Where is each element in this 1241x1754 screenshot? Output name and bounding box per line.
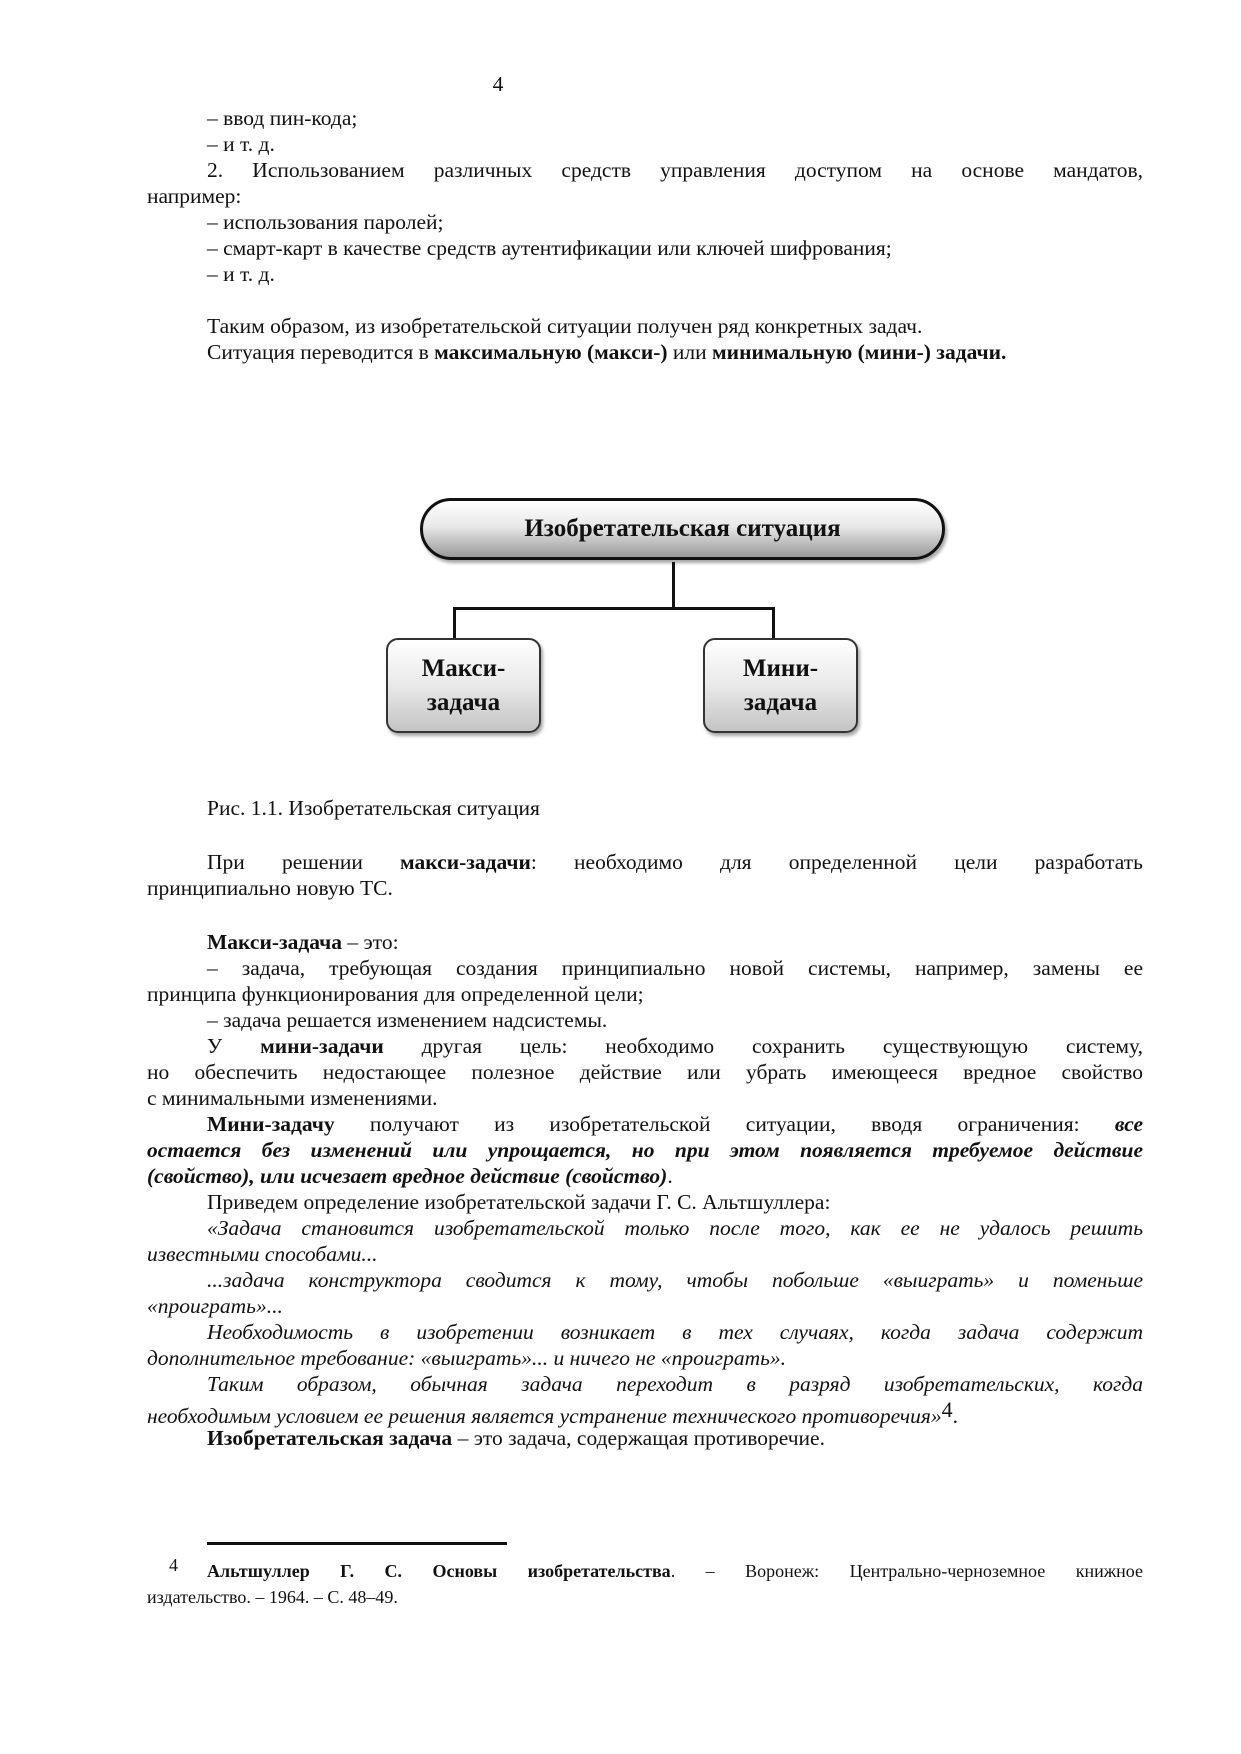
list-item: – ввод пин-кода; xyxy=(207,106,358,130)
italic-text: Необходимость в изобретении возникает в тех случаях, когда задача содержит xyxy=(207,1320,1143,1344)
paragraph-cont: например: xyxy=(147,184,242,208)
bold-italic-text: остается без изменений или упрощается, но при этом появляется требуемое действие xyxy=(147,1138,1143,1162)
paragraph xyxy=(147,338,1143,366)
italic-text: ...задача конструктора сводится к тому, чтобы побольше «выиграть» и поменьше xyxy=(207,1268,1143,1292)
paragraph-cont xyxy=(147,1136,1143,1164)
connector-line xyxy=(453,607,456,639)
list-item: – и т. д. xyxy=(207,262,275,286)
paragraph-cont xyxy=(147,1162,1143,1190)
footnote-cont: издательство. – 1964. – С. 48–49. xyxy=(147,1587,398,1607)
node-label: задача xyxy=(743,688,818,716)
italic-text: дополнительное требование: «выиграть»... и ничего не «проиграть». xyxy=(147,1346,787,1370)
paragraph-cont: но обеспечить недостающее полезное действие или убрать имеющееся вредное свойство xyxy=(147,1060,1143,1084)
text: . xyxy=(952,1404,959,1428)
node-label: Макси- xyxy=(421,654,506,682)
paragraph xyxy=(147,1110,1143,1138)
bold-term: Мини-задачу xyxy=(207,1112,335,1136)
footnote-citation-bold: Альтшуллер Г. С. Основы изобретательства xyxy=(207,1561,671,1581)
quote-line xyxy=(147,1292,1143,1320)
italic-text: Таким образом, обычная задача переходит в разряд изобретательских, когда xyxy=(207,1372,1143,1396)
figure-caption: Рис. 1.1. Изобретательская ситуация xyxy=(207,796,540,820)
bold-term: минимальную (мини-) задачи. xyxy=(712,340,1007,364)
connector-line xyxy=(453,607,774,610)
list-item-cont: принципа функционирования для определенной цели; xyxy=(147,982,644,1006)
definition-heading xyxy=(147,928,1143,956)
italic-text: «проиграть»... xyxy=(147,1294,283,1318)
paragraph: Приведем определение изобретательской задачи Г. С. Альтшуллера: xyxy=(207,1190,831,1214)
bold-term: мини-задачи xyxy=(260,1034,384,1058)
page-number: 4 xyxy=(492,72,504,96)
list-item: – и т. д. xyxy=(207,132,275,156)
text: – это задача, содержащая противоречие. xyxy=(452,1426,825,1450)
footnote-number: 4 xyxy=(169,1555,178,1575)
list-item: – использования паролей; xyxy=(207,210,444,234)
text: Ситуация переводится в xyxy=(207,340,435,364)
figure-diagram xyxy=(410,490,970,740)
text: получают из изобретательской ситуации, вводя ограничения: xyxy=(334,1112,1115,1136)
footnote-reference[interactable]: 4 xyxy=(941,1397,953,1422)
diagram-node-situation: Изобретательская ситуация xyxy=(420,498,945,560)
bold-term: Изобретательская задача xyxy=(207,1426,453,1450)
paragraph-cont: принципиально новую ТС. xyxy=(147,876,393,900)
paragraph-cont: с минимальными изменениями. xyxy=(147,1086,438,1110)
text: . xyxy=(667,1164,673,1188)
bold-term: максимальную (макси-) xyxy=(434,340,668,364)
connector-line xyxy=(772,607,775,639)
quote-line xyxy=(147,1370,1143,1398)
text: : необходимо для определенной цели разработать xyxy=(530,850,1143,874)
definition xyxy=(147,1424,1143,1452)
list-item: – задача, требующая создания принципиально новой системы, например, замены ее xyxy=(207,956,1143,980)
paragraph xyxy=(147,1032,1143,1060)
quote-line xyxy=(147,1266,1143,1294)
text: У xyxy=(207,1034,261,1058)
bold-italic-text: все xyxy=(1114,1112,1143,1136)
footnote-separator xyxy=(207,1542,507,1545)
node-label: Мини- xyxy=(742,654,819,682)
footnote xyxy=(147,1555,1143,1584)
text: При решении xyxy=(207,850,401,874)
footnote-text: . – Воронеж: Центрально-черноземное книжное xyxy=(670,1561,1143,1581)
quote-line xyxy=(147,1240,1143,1268)
quote-line xyxy=(147,1214,1143,1242)
paragraph xyxy=(147,848,1143,876)
list-item: – смарт-карт в качестве средств аутентификации или ключей шифрования; xyxy=(207,236,892,260)
connector-line xyxy=(672,562,675,609)
italic-text: известными способами... xyxy=(147,1242,378,1266)
text: другая цель: необходимо сохранить существующую систему, xyxy=(383,1034,1143,1058)
diagram-node-mini xyxy=(703,638,858,733)
text: – это: xyxy=(342,930,399,954)
bold-term: макси-задачи xyxy=(400,850,531,874)
node-label: задача xyxy=(426,688,501,716)
list-item: – задача решается изменением надсистемы. xyxy=(207,1008,608,1032)
paragraph: Таким образом, из изобретательской ситуации получен ряд конкретных задач. xyxy=(207,314,923,338)
italic-text: необходимым условием ее решения является устранение технического противоречия» xyxy=(147,1404,942,1428)
paragraph: 2. Использованием различных средств управления доступом на основе мандатов, xyxy=(207,158,1143,182)
bold-italic-text: (свойство), или исчезает вредное действие (свойство) xyxy=(147,1164,668,1188)
quote-line xyxy=(147,1344,1143,1372)
quote-line xyxy=(147,1318,1143,1346)
italic-text: «Задача становится изобретательской только после того, как ее не удалось решить xyxy=(207,1216,1143,1240)
diagram-node-maxi xyxy=(386,638,541,733)
bold-term: Макси-задача xyxy=(207,930,343,954)
text: или xyxy=(667,340,713,364)
